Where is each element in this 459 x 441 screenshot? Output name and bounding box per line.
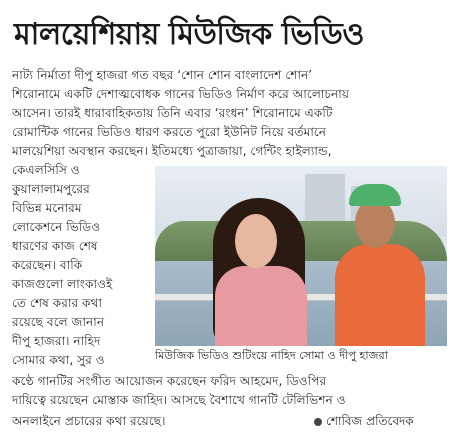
- body-line: লোকেশনে ভিডিও: [12, 220, 101, 234]
- body-line: করেছেন। বাকি: [12, 258, 83, 272]
- body-line: নাট্য নির্মাতা দীপু হাজরা গত বছর ‘শোন শোন বাংলাদেশ শোন’: [12, 68, 313, 82]
- body-line: রোমান্টিক গানের ভিডিও ধারণ করতে পুরো ইউনিট নিয়ে বর্তমানে: [12, 125, 327, 139]
- photo-caption: মিউজিক ভিডিও শুটিংয়ে নাহিদ সোমা ও দীপু হাজরা: [155, 349, 389, 362]
- photo-woman-face: [235, 214, 277, 268]
- photo-man-shirt: [335, 244, 425, 346]
- body-line: তে শেষ করার কথা: [12, 296, 103, 310]
- body-line: দীপু হাজরা। নাহিদ: [12, 334, 101, 348]
- article-photo: [155, 166, 447, 346]
- body-line: ধারণের কাজ শেষ: [12, 239, 98, 253]
- body-line: কুয়ালালামপুরের: [12, 182, 90, 196]
- byline: [314, 412, 414, 431]
- body-line: মালয়েশিয়া অবস্থান করছেন। ইতিমধ্যে পুত্রাজায়া, গেন্টিং হাইল্যান্ড,: [12, 144, 332, 158]
- body-line: সোমার কথা, সুর ও: [12, 353, 105, 367]
- body-line: কণ্ঠে গানটির সংগীত আয়োজন করেছেন ফরিদ আহমেদ, ডিওপির: [12, 374, 327, 388]
- headline: মালয়েশিয়ায় মিউজিক ভিডিও: [14, 17, 364, 52]
- body-line: শিরোনামে একটি দেশাত্মবোধক গানের ভিডিও নির্মাণ করে আলোচনায়: [12, 87, 350, 101]
- bullet-icon: [314, 418, 322, 426]
- photo-man-cap: [349, 184, 401, 206]
- body-line: রয়েছে বলে জানান: [12, 315, 105, 329]
- body-line: বিভিন্ন মনোরম: [12, 201, 82, 215]
- body-line: কেএলসিসি ও: [12, 163, 80, 177]
- photo-woman-dress: [215, 266, 307, 346]
- body-line: দায়িত্বে রয়েছেন মোস্তাক জাহিদ। আসছে বৈশাখে গানটি টেলিভিশন ও: [12, 393, 346, 407]
- body-line: আসেন। তারই ধারাবাহিকতায় তিনি এবার ‘রংধন’ শিরোনামে একটি: [12, 106, 333, 120]
- body-line: কাজগুলো লাংকাওই: [12, 277, 113, 291]
- body-line: অনলাইনে প্রচারের কথা রয়েছে।: [12, 414, 166, 428]
- byline-text: শোবিজ প্রতিবেদক: [326, 414, 414, 428]
